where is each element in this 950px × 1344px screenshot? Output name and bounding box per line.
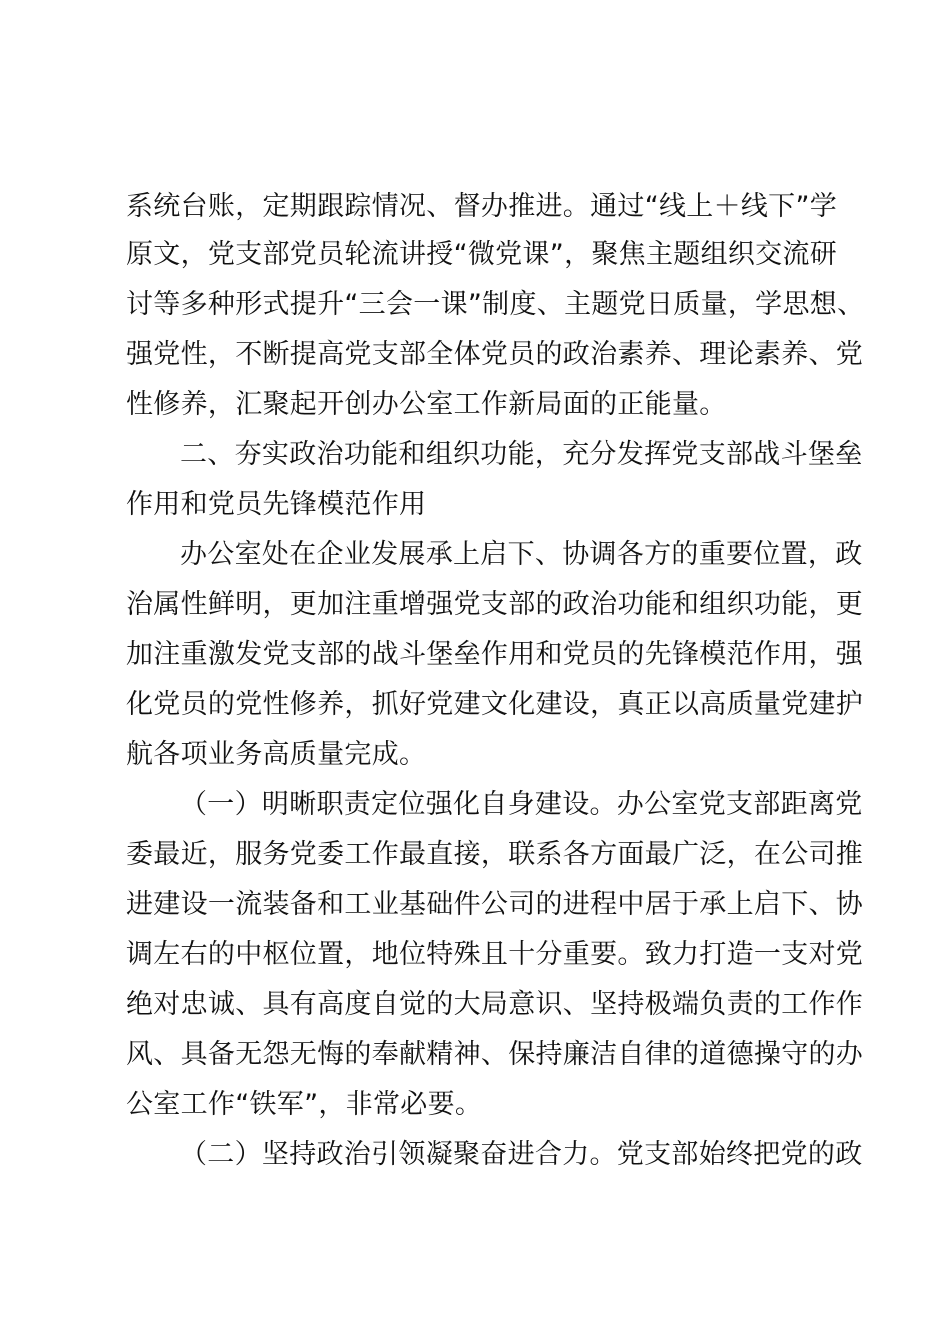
text-line: 办公室处在企业发展承上启下、协调各方的重要位置，政 — [180, 539, 863, 570]
subsection-paragraph-start: （一）明晰职责定位强化自身建设。办公室党支部距离党 — [180, 789, 863, 820]
text-line: 风、具备无怨无悔的奉献精神、保持廉洁自律的道德操守的办 — [126, 1039, 864, 1070]
text-line: 系统台账，定期跟踪情况、督办推进。通过“线上＋线下”学 — [126, 191, 838, 222]
section-heading: 二、夯实政治功能和组织功能，充分发挥党支部战斗堡垒 — [180, 439, 863, 470]
text-line: 航各项业务高质量完成。 — [126, 739, 427, 770]
text-line: 治属性鲜明，更加注重增强党支部的政治功能和组织功能，更 — [126, 589, 864, 620]
section-heading-continued: 作用和党员先锋模范作用 — [126, 489, 427, 520]
text-line: 化党员的党性修养，抓好党建文化建设，真正以高质量党建护 — [126, 689, 864, 720]
text-line: 加注重激发党支部的战斗堡垒作用和党员的先锋模范作用，强 — [126, 639, 864, 670]
text-line: 调左右的中枢位置，地位特殊且十分重要。致力打造一支对党 — [126, 939, 864, 970]
text-line: 绝对忠诚、具有高度自觉的大局意识、坚持极端负责的工作作 — [126, 989, 864, 1020]
subsection-paragraph-start: （二）坚持政治引领凝聚奋进合力。党支部始终把党的政 — [180, 1139, 863, 1170]
text-line: 性修养，汇聚起开创办公室工作新局面的正能量。 — [126, 389, 727, 420]
text-line: 讨等多种形式提升“三会一课”制度、主题党日质量，学思想、 — [126, 289, 865, 320]
text-line: 强党性，不断提高党支部全体党员的政治素养、理论素养、党 — [126, 339, 864, 370]
text-line: 委最近，服务党委工作最直接，联系各方面最广泛，在公司推 — [126, 839, 864, 870]
text-line: 公室工作“铁军”，非常必要。 — [126, 1089, 483, 1120]
text-line: 原文，党支部党员轮流讲授“微党课”，聚焦主题组织交流研 — [126, 239, 838, 270]
text-line: 进建设一流装备和工业基础件公司的进程中居于承上启下、协 — [126, 889, 864, 920]
